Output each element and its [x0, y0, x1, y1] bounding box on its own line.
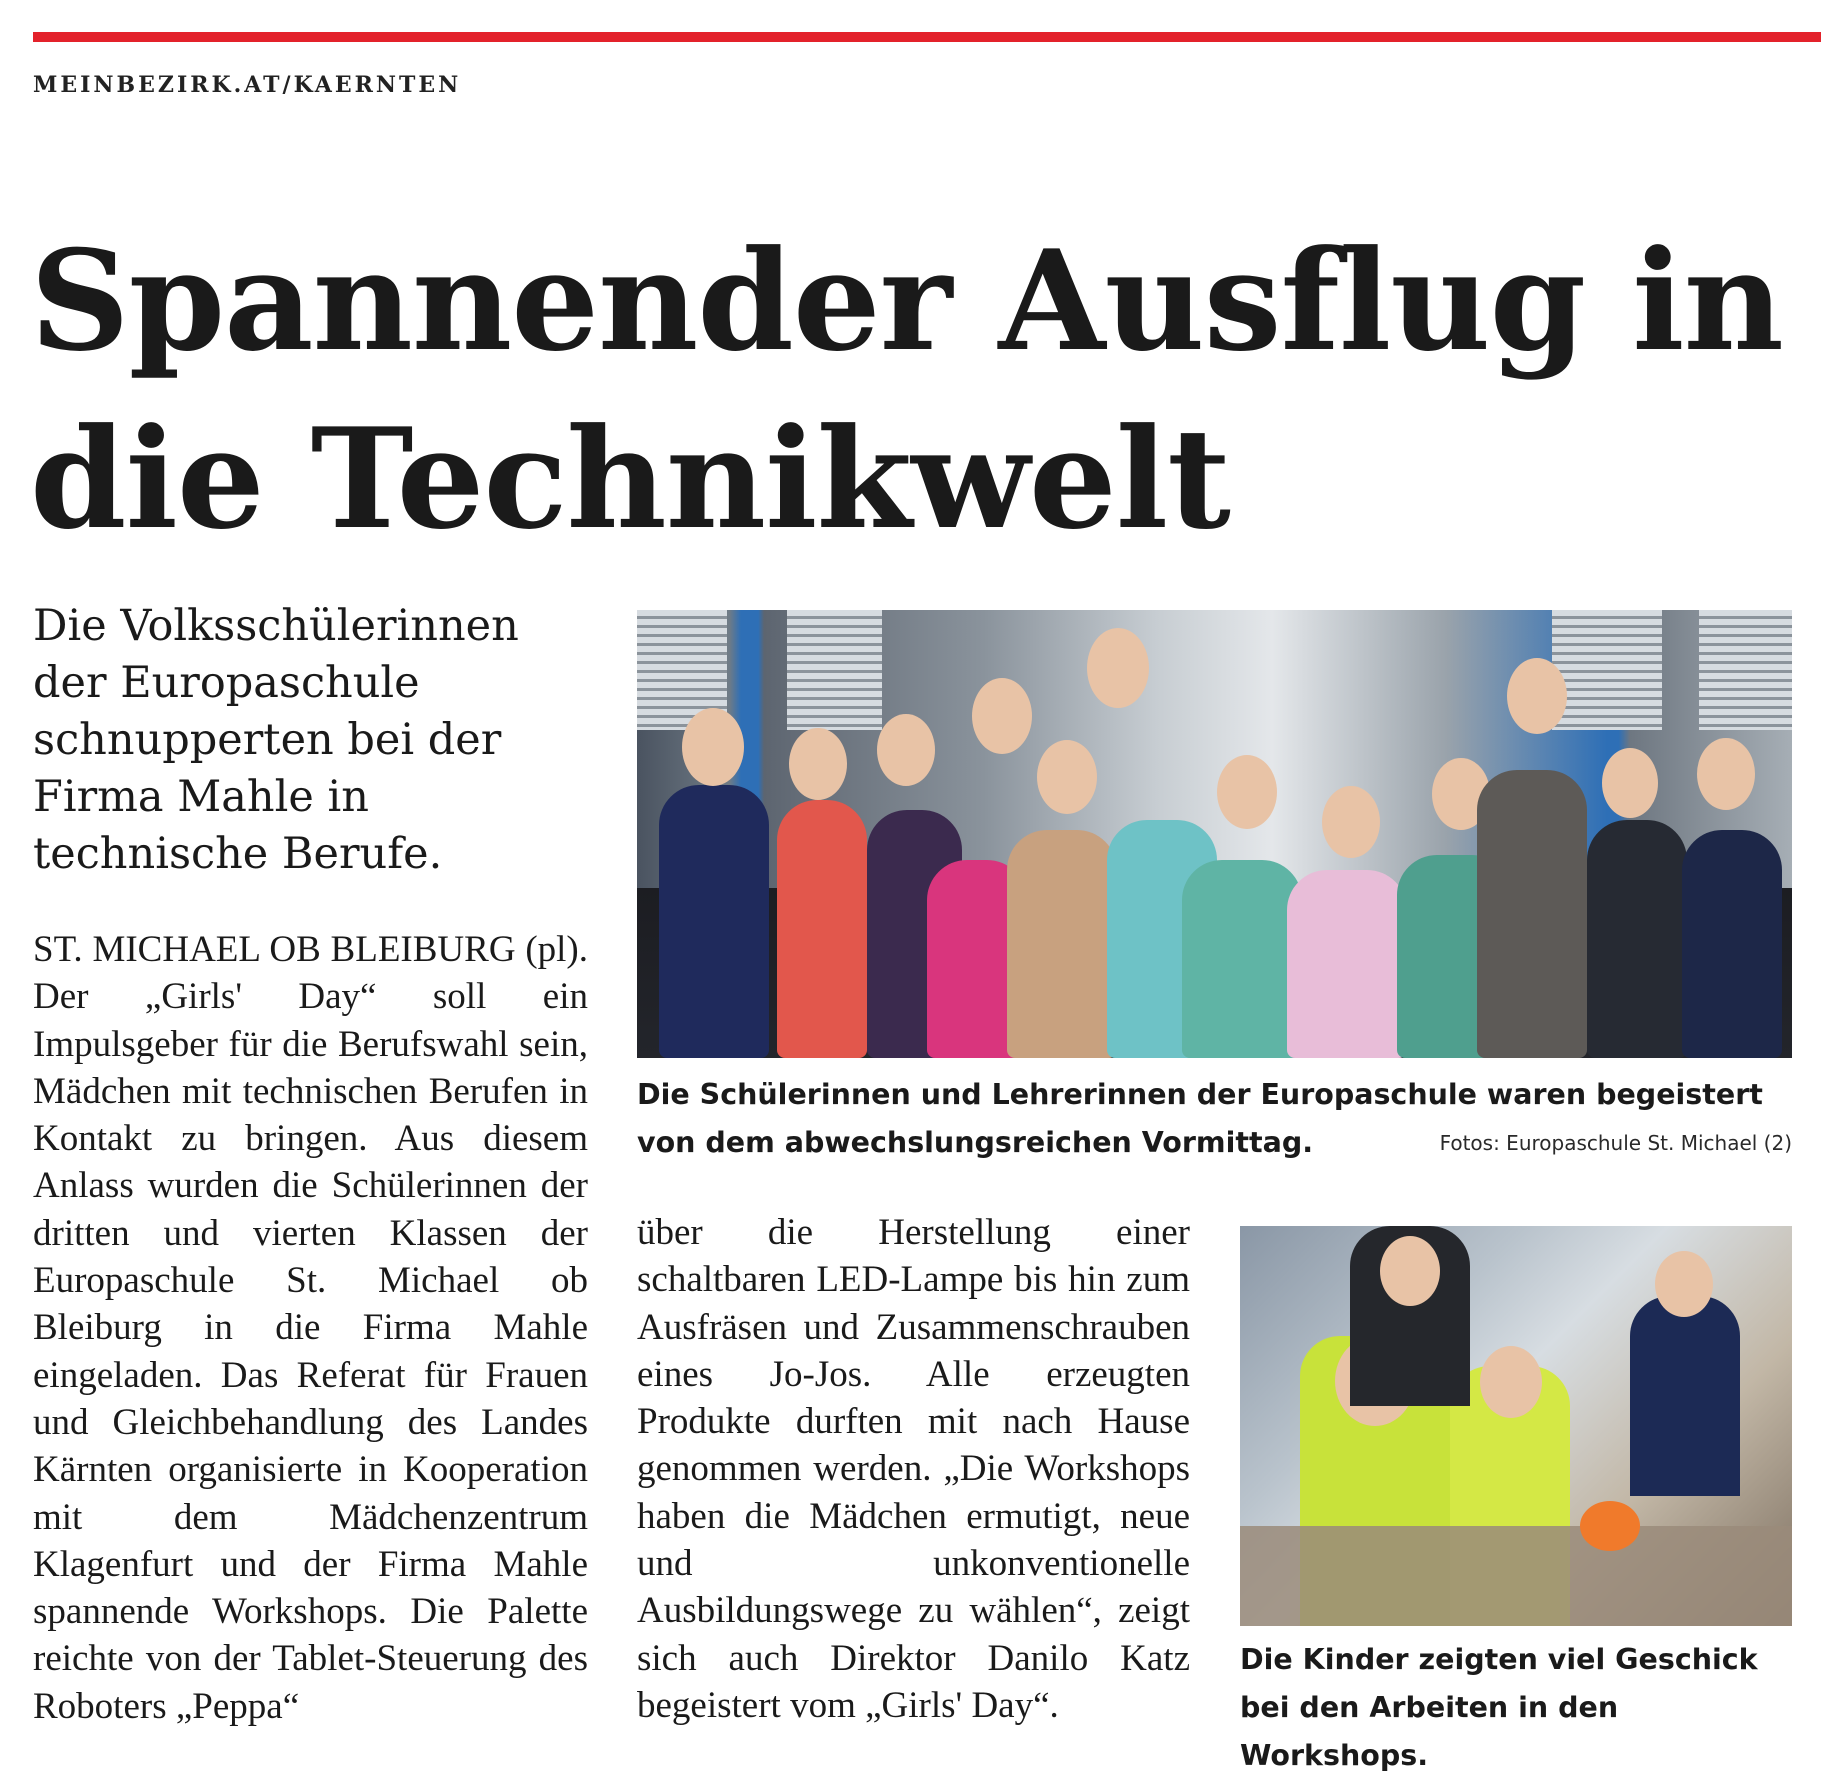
group-photo — [637, 610, 1792, 1058]
body-column-1: ST. MICHAEL OB BLEIBURG (pl). Der „Girls' Day“ soll ein Impulsgeber für die Berufswahl sein, Mädchen mit technischen Berufen in Kontakt zu bringen. Aus diesem Anlass wurden die Schülerinnen der dritten und vierten Klassen der Europaschule St. Michael ob Bleiburg in die Firma Mahle eingeladen. Das Referat für Frauen und Gleichbehandlung des Landes Kärnten organisierte in Kooperation mit dem Mädchenzentrum Klagenfurt und der Firma Mahle spannende Workshops. Die Palette reichte von der Tablet-Steuerung des Roboters „Peppa“ — [33, 929, 588, 1727]
lead-paragraph: Die Volksschülerinnen der Europaschule schnupperten bei der Firma Mahle in technische Berufe. — [33, 601, 519, 879]
group-photo-caption: Die Schülerinnen und Lehrerinnen der Europaschule waren begeistert von dem abwechslungsreichen Vormittag. — [637, 1078, 1763, 1159]
photo-credit: Fotos: Europaschule St. Michael (2) — [1439, 1131, 1792, 1155]
headline: Spannender Ausflug in die Technikwelt — [30, 219, 1783, 560]
workshop-photo — [1240, 1226, 1792, 1626]
section-label: MEINBEZIRK.AT/KAERNTEN — [33, 72, 462, 98]
top-accent-bar — [33, 32, 1821, 42]
workshop-photo-caption: Die Kinder zeigten viel Geschick bei den Arbeiten in den Workshops. — [1240, 1643, 1758, 1772]
body-column-2: über die Herstellung einer schaltbaren LED-Lampe bis hin zum Ausfräsen und Zusammenschrauben eines Jo-Jos. Alle erzeugten Produkte durften mit nach Hause genommen werden. „Die Workshops haben die Mädchen ermutigt, neue und unkonventionelle Ausbildungswege zu wählen“, zeigt sich auch Direktor Danilo Katz begeistert vom „Girls' Day“. — [637, 1212, 1190, 1726]
